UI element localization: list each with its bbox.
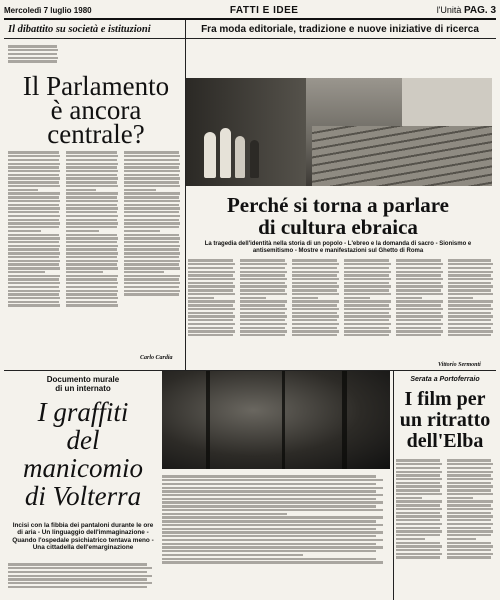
bottom-left-headline (8, 398, 158, 510)
left-headline-line-1: Il Parlamento (22, 71, 170, 101)
center-article-col-1 (188, 258, 236, 366)
center-article-col-4 (344, 258, 392, 366)
center-article-byline: Vittorio Sermonti (438, 362, 481, 368)
left-article-col-3 (124, 150, 182, 350)
bottom-left-kicker-line-1: Documento murale (46, 375, 120, 384)
photo-sky (402, 78, 492, 128)
left-article-kicker: Il dibattito su società e istituzioni (8, 24, 151, 35)
photo-figure (204, 132, 216, 178)
right-box-col-1 (396, 458, 443, 598)
graffiti-photo (162, 371, 390, 469)
photo-tree (282, 371, 285, 469)
center-article-col-2 (240, 258, 288, 366)
photo-figure (220, 128, 231, 178)
section-title-label: FATTI E IDEE (229, 4, 299, 16)
masthead (4, 3, 496, 17)
left-article-lead-col (8, 44, 60, 70)
right-box-headline (396, 389, 494, 452)
center-headline-line-2: di cultura ebraica (258, 215, 418, 239)
photo-steps (312, 126, 492, 186)
bottom-left-body (8, 562, 156, 598)
photo-figure (235, 136, 245, 178)
paper-and-page (437, 5, 496, 16)
left-article-byline: Carlo Cardia (140, 355, 173, 361)
bottom-left-headline-line-4: di Volterra (24, 481, 142, 511)
page-number: PAG. 3 (463, 4, 496, 16)
bottom-left-kicker-line-2: di un internato (55, 384, 111, 393)
center-article-kicker: Fra moda editoriale, tradizione e nuove iniziative di ricerca (201, 24, 479, 35)
right-box-kicker: Serata a Portoferraio (410, 376, 480, 383)
paper-name: l'Unità (436, 4, 462, 15)
section-title (230, 5, 299, 16)
column-divider-left (185, 20, 186, 370)
masthead-rule (4, 18, 496, 20)
left-headline-line-3: centrale? (47, 119, 145, 149)
right-box-headline-line-3: dell'Elba (406, 430, 484, 452)
photo-tree (206, 371, 210, 469)
center-article-col-6 (448, 258, 494, 366)
bottom-left-headline-line-2: del (66, 425, 100, 455)
right-box-headline-line-1: I film per (404, 388, 486, 410)
bottom-left-headline-line-1: I graffiti (37, 397, 129, 427)
right-box-divider (393, 371, 394, 600)
left-headline-line-2: è ancora (50, 95, 142, 125)
left-article-headline (8, 71, 184, 149)
bottom-left-subhead: Incisi con la fibbia dei pantaloni durante le ore di aria - Un linguaggio dell'immaginazione - Quando l'ospedale psichiatrico tentava meno - Una cittadella dell'emarginazione (12, 522, 154, 552)
left-article-col-1 (8, 150, 62, 365)
center-headline-line-1: Perché si torna a parlare (226, 193, 449, 217)
courtyard-photo (186, 78, 492, 186)
bottom-center-body (162, 474, 390, 598)
right-box-col-2 (447, 458, 494, 598)
center-article-col-3 (292, 258, 340, 366)
issue-date: Mercoledì 7 luglio 1980 (4, 5, 92, 15)
right-box-headline-line-2: un ritratto (399, 409, 491, 431)
bottom-left-kicker (8, 375, 158, 393)
center-article-col-5 (396, 258, 444, 366)
left-article-col-2 (66, 150, 120, 365)
photo-tree (342, 371, 347, 469)
center-article-subhead: La tragedia dell'identità nella storia di un popolo - L'ebreo e la domanda di sacro - Sionismo e antisemitismo - Mostre e manifestazioni sul Ghetto di Roma (204, 241, 472, 254)
bottom-left-headline-line-3: manicomio (23, 453, 143, 483)
photo-figure (250, 140, 259, 178)
center-article-headline (188, 194, 488, 238)
kicker-rule (4, 38, 496, 39)
